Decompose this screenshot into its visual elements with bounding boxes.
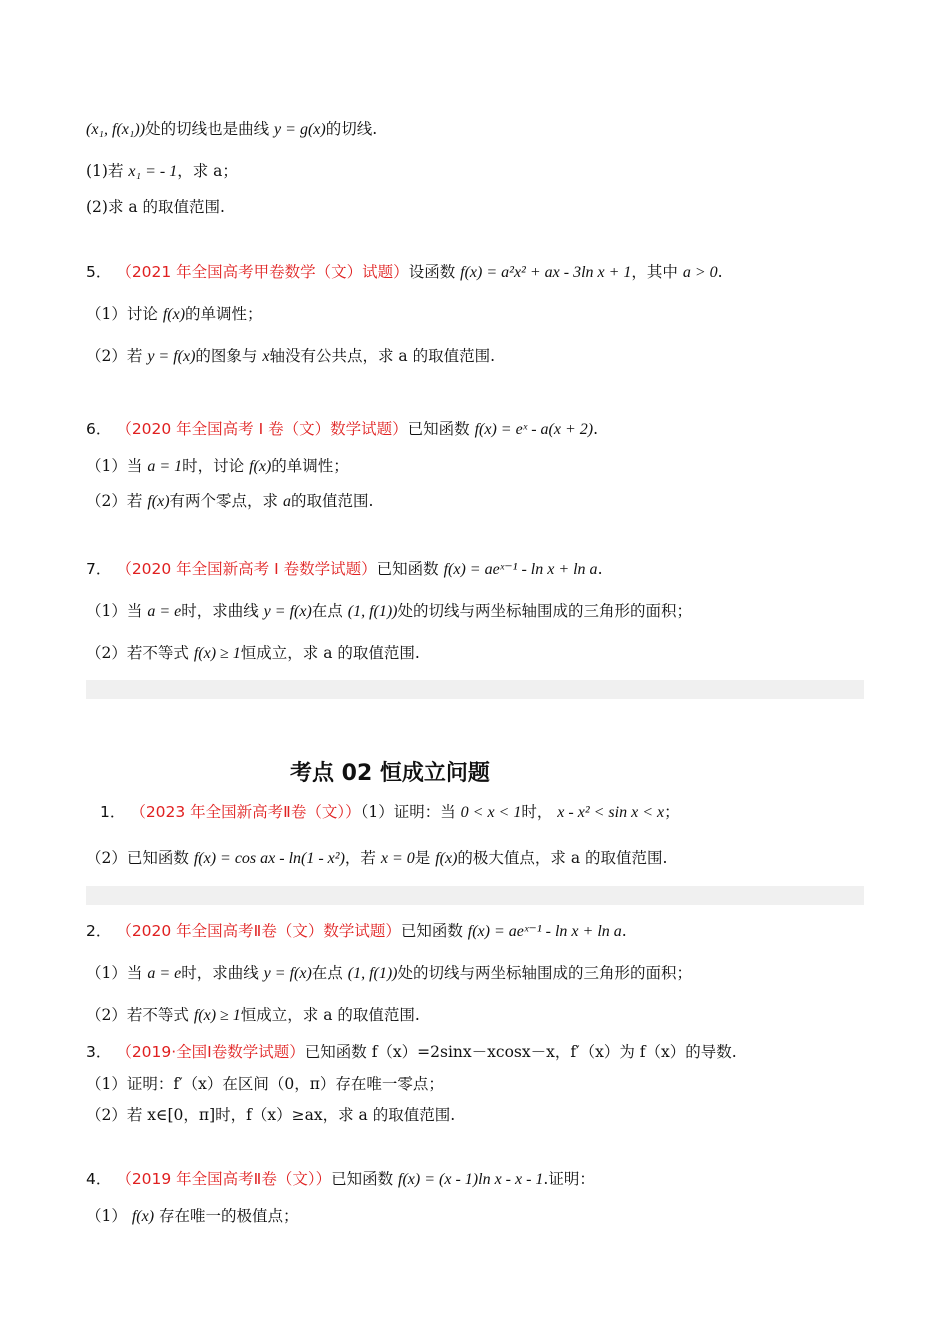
text: 的图象与 (195, 347, 258, 365)
math-expression: f(x) ≥ 1 (193, 1007, 241, 1024)
question-source: （2020 年全国新高考 I 卷数学试题） (116, 560, 377, 578)
text: 时，讨论 (182, 457, 245, 475)
text: （1）讨论 (86, 305, 158, 323)
section-heading: 考点 02 恒成立问题 (290, 761, 490, 786)
s2q3-part2: （2）若 x∈[0，π]时，f（x）≥ax，求 a 的取值范围. (86, 1106, 456, 1124)
text: 是 (414, 849, 431, 867)
q6-part1 (86, 455, 349, 478)
divider-band (86, 680, 864, 699)
text: 处的切线也是曲线 (145, 120, 270, 138)
text: 有两个零点，求 (169, 492, 279, 510)
question-source: （2019 年全国高考Ⅱ卷（文）） (116, 1170, 332, 1188)
math-expression: f(x) = aeˣ⁻¹ - ln x + ln a (443, 561, 598, 578)
text: 的极大值点，求 a 的取值范围. (457, 849, 668, 867)
text: 存在唯一的极值点； (158, 1207, 299, 1225)
text: ； (664, 803, 680, 821)
text: ，若 (344, 849, 376, 867)
math-expression: f(x) (435, 850, 458, 867)
text: （1）证明：当 (360, 803, 456, 821)
text: 恒成立，求 a 的取值范围. (240, 1006, 420, 1024)
s2q2-stem (86, 920, 627, 943)
math-expression: f(x) = (x - 1)ln x - x - 1 (398, 1171, 544, 1188)
s2q4-stem (86, 1168, 595, 1191)
text: （2）已知函数 (86, 849, 189, 867)
text: 已知函数 (400, 922, 463, 940)
math-expression: x = 0 (380, 850, 415, 867)
text: 轴没有公共点，求 a 的取值范围. (269, 347, 496, 365)
divider-band (86, 886, 864, 905)
q4-prev-part1 (86, 160, 238, 183)
q4-prev-part2: (2)求 a 的取值范围. (86, 198, 225, 216)
text: （1）当 (86, 602, 143, 620)
math-expression: f(x) (131, 1208, 155, 1225)
q7-part1 (86, 600, 692, 623)
text: 已知函数 (331, 1170, 394, 1188)
text: .证明： (543, 1170, 595, 1188)
math-expression: (1, f(1)) (347, 965, 398, 982)
s2q3-part1: （1）证明：f′（x）在区间（0，π）存在唯一零点； (86, 1075, 444, 1093)
math-expression: (1, f(1)) (347, 603, 398, 620)
question-source: （2020 年全国高考Ⅱ卷（文）数学试题） (116, 922, 401, 940)
question-number: 1． (100, 803, 126, 821)
q6-part2 (86, 490, 373, 513)
text: 已知函数 (407, 420, 470, 438)
question-number: 3． (86, 1043, 112, 1061)
q7-part2 (86, 642, 420, 665)
text: （1）当 (86, 964, 143, 982)
text: （2）若不等式 (86, 1006, 189, 1024)
question-number: 7． (86, 560, 112, 578)
q4-prev-intro (86, 118, 377, 141)
s2q3-stem (86, 1041, 737, 1063)
question-source: （2023 年全国新高考Ⅱ卷（文）） (130, 803, 361, 821)
math-expression: f(x) (147, 493, 170, 510)
text: 的单调性； (271, 457, 349, 475)
math-expression: a = e (147, 603, 182, 620)
text: 时，求曲线 (181, 964, 259, 982)
question-number: 5． (86, 263, 112, 281)
text: （2）若不等式 (86, 644, 189, 662)
math-expression: a = e (147, 965, 182, 982)
text: 时，求曲线 (181, 602, 259, 620)
s2q2-part1 (86, 962, 692, 985)
q6-stem (86, 418, 598, 441)
text: 的切线. (325, 120, 378, 138)
text: ，求 a； (177, 162, 238, 180)
math-expression: f(x) = eˣ - a(x + 2) (474, 421, 594, 438)
s2q4-part1 (86, 1205, 298, 1228)
text: 的取值范围. (290, 492, 374, 510)
math-expression: x - x² < sin x < x (557, 804, 665, 821)
math-expression: a (282, 493, 291, 510)
text: ，其中 (631, 263, 678, 281)
question-number: 2． (86, 922, 112, 940)
math-expression: a = 1 (147, 458, 183, 475)
math-expression: f(x) = cos ax - ln(1 - x²) (193, 850, 345, 867)
question-source: （2020 年全国高考 I 卷（文）数学试题） (116, 420, 408, 438)
math-expression: a > 0 (682, 264, 718, 281)
math-expression: x₁ = - 1 (128, 163, 178, 180)
question-source: （2021 年全国高考甲卷数学（文）试题） (116, 263, 409, 281)
math-expression: f(x) = a²x² + ax - 3ln x + 1 (460, 264, 632, 281)
math-expression: (x₁, f(x₁)) (86, 121, 146, 138)
text: . (593, 420, 599, 438)
text: 时， (521, 803, 553, 821)
text: 设函数 (408, 263, 456, 281)
math-expression: f(x) (162, 306, 186, 323)
text: 的单调性； (185, 305, 263, 323)
q5-part1 (86, 303, 263, 326)
question-number: 4． (86, 1170, 112, 1188)
s2q1-stem (100, 801, 680, 824)
text: 处的切线与两坐标轴围成的三角形的面积； (397, 602, 693, 620)
math-expression: y = g(x) (274, 121, 326, 138)
text: . (597, 560, 603, 578)
s2q2-part2 (86, 1004, 420, 1027)
math-expression: f(x) ≥ 1 (193, 645, 241, 662)
question-number: 6． (86, 420, 112, 438)
text: (1)若 (86, 162, 124, 180)
s2q1-part2 (86, 847, 667, 870)
math-expression: y = f(x) (263, 603, 312, 620)
text: （1） (86, 1207, 127, 1225)
math-expression: y = f(x) (147, 348, 196, 365)
text: 在点 (311, 602, 343, 620)
text: 在点 (311, 964, 343, 982)
text: 恒成立，求 a 的取值范围. (240, 644, 420, 662)
text: . (621, 922, 627, 940)
math-expression: x (262, 348, 270, 365)
text: 已知函数 (376, 560, 439, 578)
math-expression: f(x) = aeˣ⁻¹ - ln x + ln a (467, 923, 622, 940)
q5-part2 (86, 345, 495, 368)
q7-stem (86, 558, 603, 581)
text: （1）当 (86, 457, 143, 475)
math-expression: f(x) (249, 458, 272, 475)
math-expression: y = f(x) (263, 965, 312, 982)
text: 处的切线与两坐标轴围成的三角形的面积； (397, 964, 693, 982)
math-expression: 0 < x < 1 (460, 804, 522, 821)
text: （2）若 (86, 492, 143, 510)
text: （2）若 (86, 347, 143, 365)
text: 已知函数 f（x）=2sinx－xcosx－x，f′（x）为 f（x）的导数. (304, 1043, 737, 1061)
text: . (717, 263, 723, 281)
question-source: （2019·全国Ⅰ卷数学试题） (116, 1043, 305, 1061)
q5-stem (86, 261, 723, 284)
